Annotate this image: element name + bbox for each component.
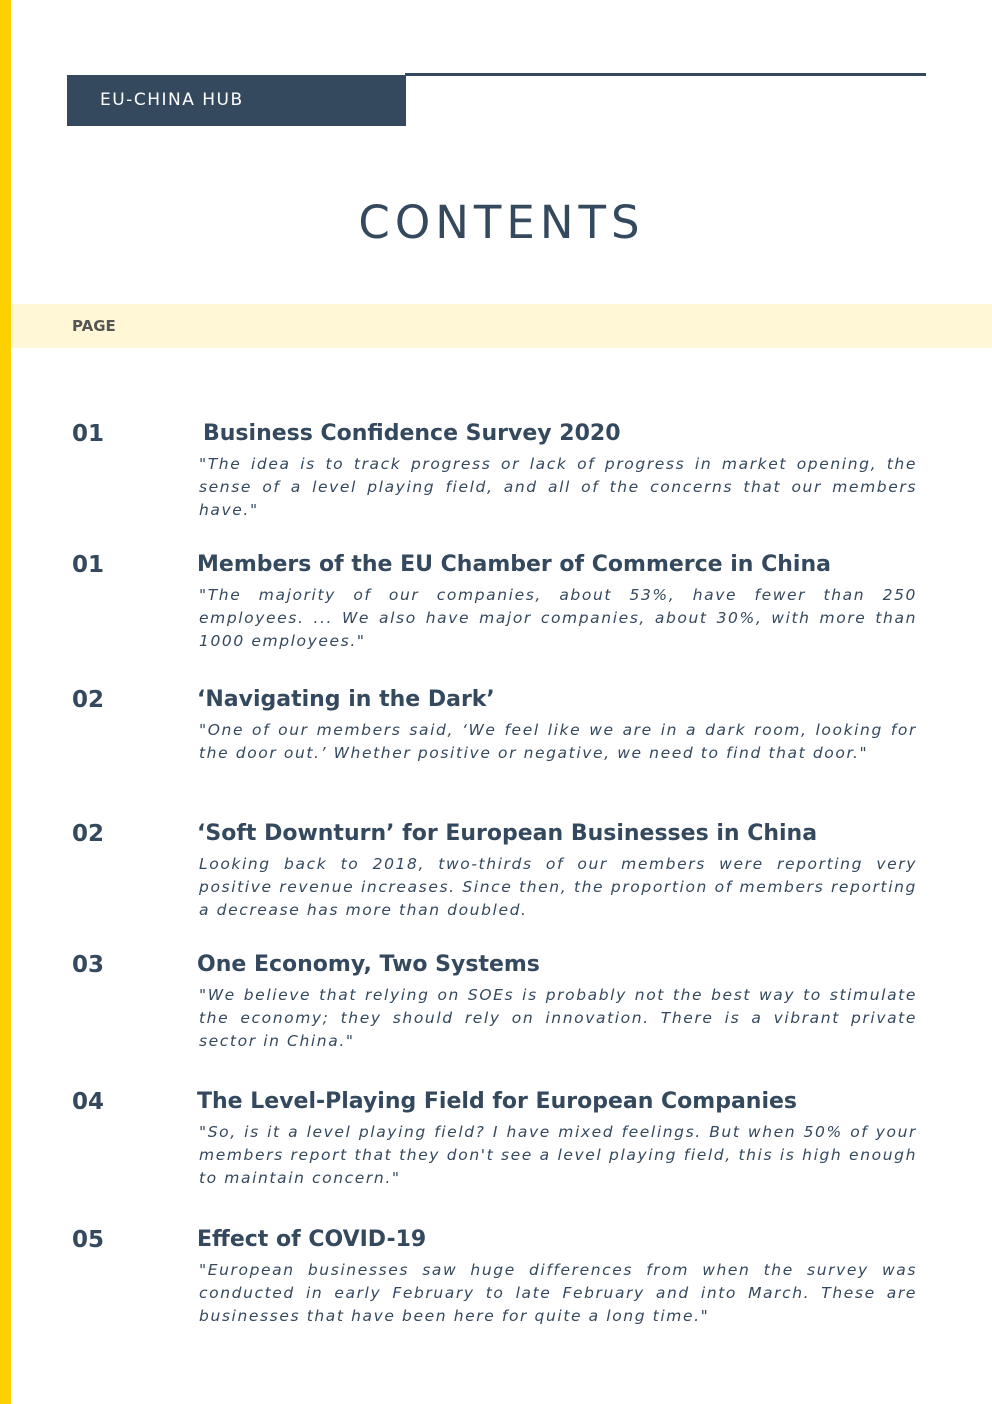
toc-entry-title[interactable]: ‘Navigating in the Dark’ <box>197 687 495 712</box>
toc-page-number: 05 <box>72 1227 105 1253</box>
toc-entry-quote: "We believe that relying on SOEs is probably not the best way to stimulate the economy; they should rely on innovation. There is a vibrant private sector in China." <box>199 986 917 1050</box>
toc-entry-title[interactable]: Business Confidence Survey 2020 <box>203 421 621 446</box>
toc-entry-title[interactable]: Effect of COVID-19 <box>197 1227 427 1252</box>
toc-page-number: 01 <box>72 421 105 447</box>
hub-label-banner <box>67 75 406 126</box>
toc-entry-title[interactable]: The Level-Playing Field for European Companies <box>197 1089 798 1114</box>
toc-entry-quote: "The majority of our companies, about 53%, have fewer than 250 employees. ... We also have major companies, about 30%, with more than 1000 employees." <box>199 586 917 650</box>
toc-page-number: 02 <box>72 821 105 847</box>
toc-entry-title[interactable]: One Economy, Two Systems <box>197 952 540 977</box>
page-column-band <box>11 304 992 348</box>
hub-label: EU-CHINA HUB <box>100 90 244 110</box>
toc-page-number: 02 <box>72 687 105 713</box>
accent-sidebar-bar <box>0 0 11 1404</box>
toc-entry-quote: "So, is it a level playing field? I have mixed feelings. But when 50% of your members report that they don't see a level playing field, this is high enough to maintain concern." <box>199 1123 917 1187</box>
toc-entry-title[interactable]: Members of the EU Chamber of Commerce in China <box>197 552 831 577</box>
toc-entry-title[interactable]: ‘Soft Downturn’ for European Businesses in China <box>197 821 818 846</box>
header-rule <box>405 73 926 76</box>
page-title: CONTENTS <box>358 196 645 249</box>
page-column-label: PAGE <box>72 317 116 335</box>
toc-page-number: 01 <box>72 552 105 578</box>
toc-page-number: 04 <box>72 1089 105 1115</box>
toc-entry-quote: "One of our members said, ‘We feel like we are in a dark room, looking for the door out.’ Whether positive or negative, we need to find that door." <box>199 721 917 762</box>
toc-entry-quote: Looking back to 2018, two-thirds of our members were reporting very positive revenue increases. Since then, the proportion of members reporting a decrease has more than doubled. <box>199 855 917 919</box>
toc-entry-quote: "The idea is to track progress or lack of progress in market opening, the sense of a level playing field, and all of the concerns that our members have." <box>199 455 917 519</box>
toc-entry-quote: "European businesses saw huge differences from when the survey was conducted in early February to late February and into March. These are businesses that have been here for quite a long time." <box>199 1261 917 1325</box>
toc-page-number: 03 <box>72 952 105 978</box>
